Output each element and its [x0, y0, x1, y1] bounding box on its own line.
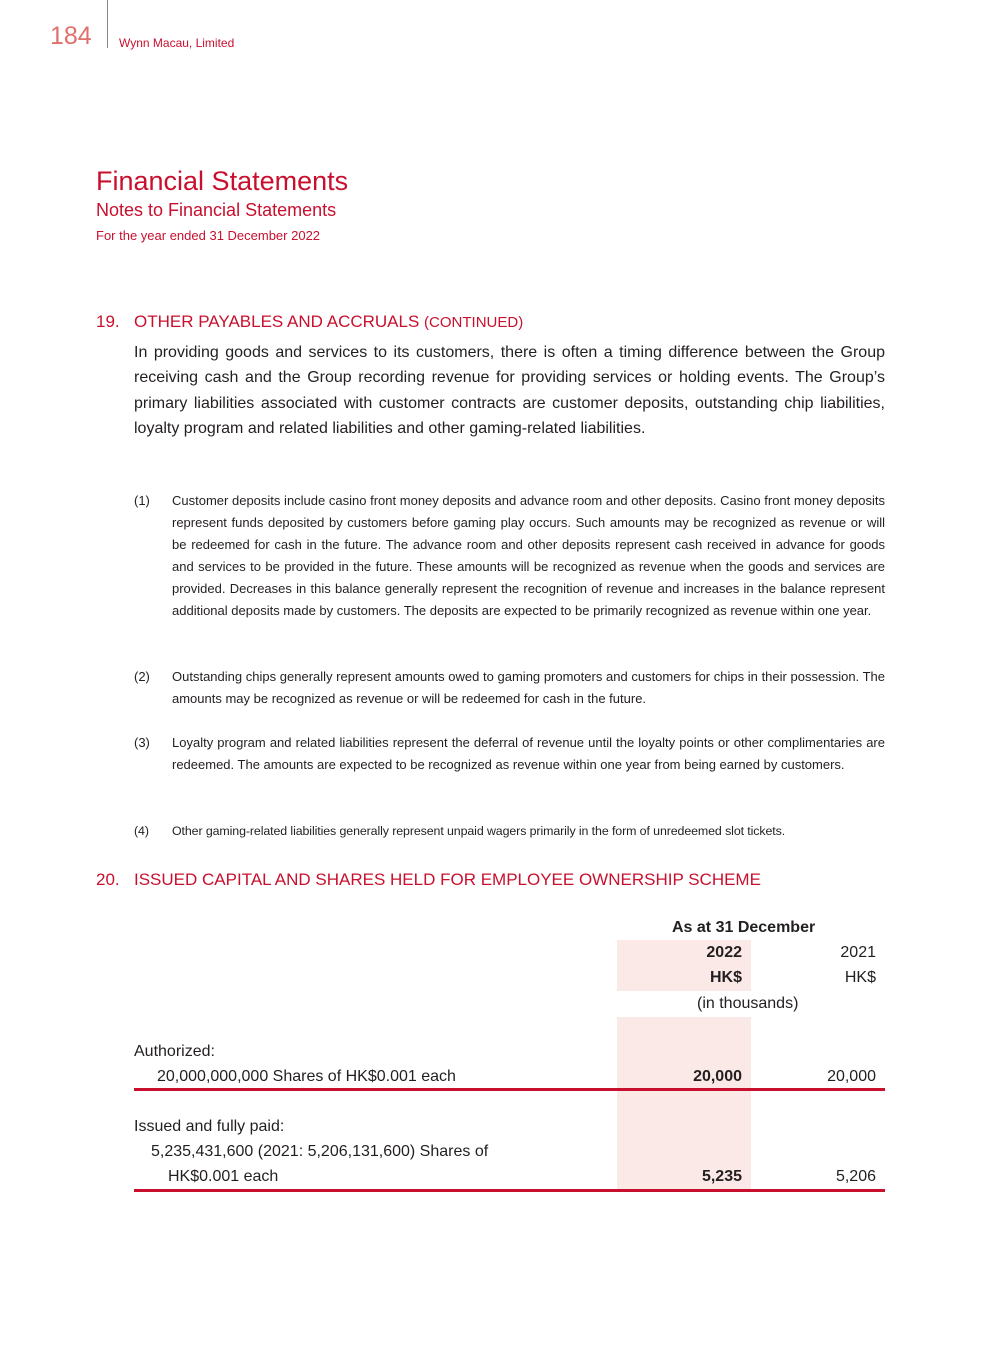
unit-label: (in thousands): [697, 995, 799, 1012]
issued-2022: 5,235: [701, 1168, 742, 1185]
col-2022: 2022: [706, 944, 742, 961]
note-number: (3): [134, 735, 150, 750]
section-number: 20.: [96, 870, 120, 889]
note-number: (4): [134, 824, 149, 838]
issued-row-label-2: HK$0.001 each: [168, 1168, 279, 1185]
note-number: (1): [134, 493, 150, 508]
note-text: Outstanding chips generally represent amounts owed to gaming promoters and customers for chips in their possession. The amounts may be recognized as revenue or will be redeemed for cash in the future.: [172, 669, 885, 706]
authorized-2021: 20,000: [827, 1068, 876, 1085]
note-number: (2): [134, 669, 150, 684]
authorized-label: Authorized:: [134, 1043, 215, 1060]
authorized-row-label: 20,000,000,000 Shares of HK$0.001 each: [157, 1068, 456, 1085]
total-rule: [134, 1088, 885, 1091]
page-title: Financial Statements: [96, 166, 349, 196]
issued-row-label-1: 5,235,431,600 (2021: 5,206,131,600) Shares of: [151, 1143, 489, 1160]
currency-2022: HK$: [709, 969, 742, 986]
section-title: ISSUED CAPITAL AND SHARES HELD FOR EMPLOYEE OWNERSHIP SCHEME: [134, 870, 761, 889]
note-text: Customer deposits include casino front money deposits and advance room and other deposits. Casino front money deposits represent funds deposited by customers before gaming play occurs. Such amounts may be recognized as revenue or will be redeemed for cash in the future. The advance room and other deposits represent cash received in advance for goods and services to be provided in the future. These amounts will be recognized as revenue when the goods and services are provided. Decreases in this balance generally represent the recognition of revenue and increases in the balance represent additional deposits made by customers. The deposits are expected to be primarily recognized as revenue within one year.: [172, 493, 885, 618]
section-number: 19.: [96, 312, 120, 331]
group-header: As at 31 December: [672, 919, 816, 936]
note-item: [134, 666, 885, 710]
note-item: [134, 490, 885, 622]
note-item: [134, 820, 885, 842]
company-name: Wynn Macau, Limited: [119, 36, 235, 50]
page-number: 184: [50, 22, 92, 50]
issued-2021: 5,206: [835, 1168, 876, 1185]
continued-label: (CONTINUED): [424, 314, 524, 331]
issued-label: Issued and fully paid:: [134, 1118, 285, 1135]
col-2021: 2021: [840, 944, 876, 961]
note-text: Other gaming-related liabilities generally represent unpaid wagers primarily in the form of unredeemed slot tickets.: [172, 824, 786, 838]
note-text: Loyalty program and related liabilities represent the deferral of revenue until the loyalty points or other complimentaries are redeemed. The amounts are expected to be recognized as revenue within one year from being earned by customers.: [172, 735, 885, 772]
header-divider: [107, 0, 108, 48]
highlight-column-body: [617, 1017, 751, 1190]
page-subtitle: Notes to Financial Statements: [96, 200, 337, 220]
section-title: OTHER PAYABLES AND ACCRUALS: [134, 312, 420, 331]
total-rule: [134, 1189, 885, 1192]
note-item: [134, 732, 885, 776]
section-19-paragraph: In providing goods and services to its customers, there is often a timing difference between the Group receiving cash and the Group recording revenue for providing services or holding events. The Group’s primary liabilities associated with customer contracts are customer deposits, outstanding chip liabilities, loyalty program and related liabilities and other gaming-related liabilities.: [134, 344, 885, 437]
period-label: For the year ended 31 December 2022: [96, 228, 321, 243]
currency-2021: HK$: [844, 969, 876, 986]
authorized-2022: 20,000: [693, 1068, 742, 1085]
